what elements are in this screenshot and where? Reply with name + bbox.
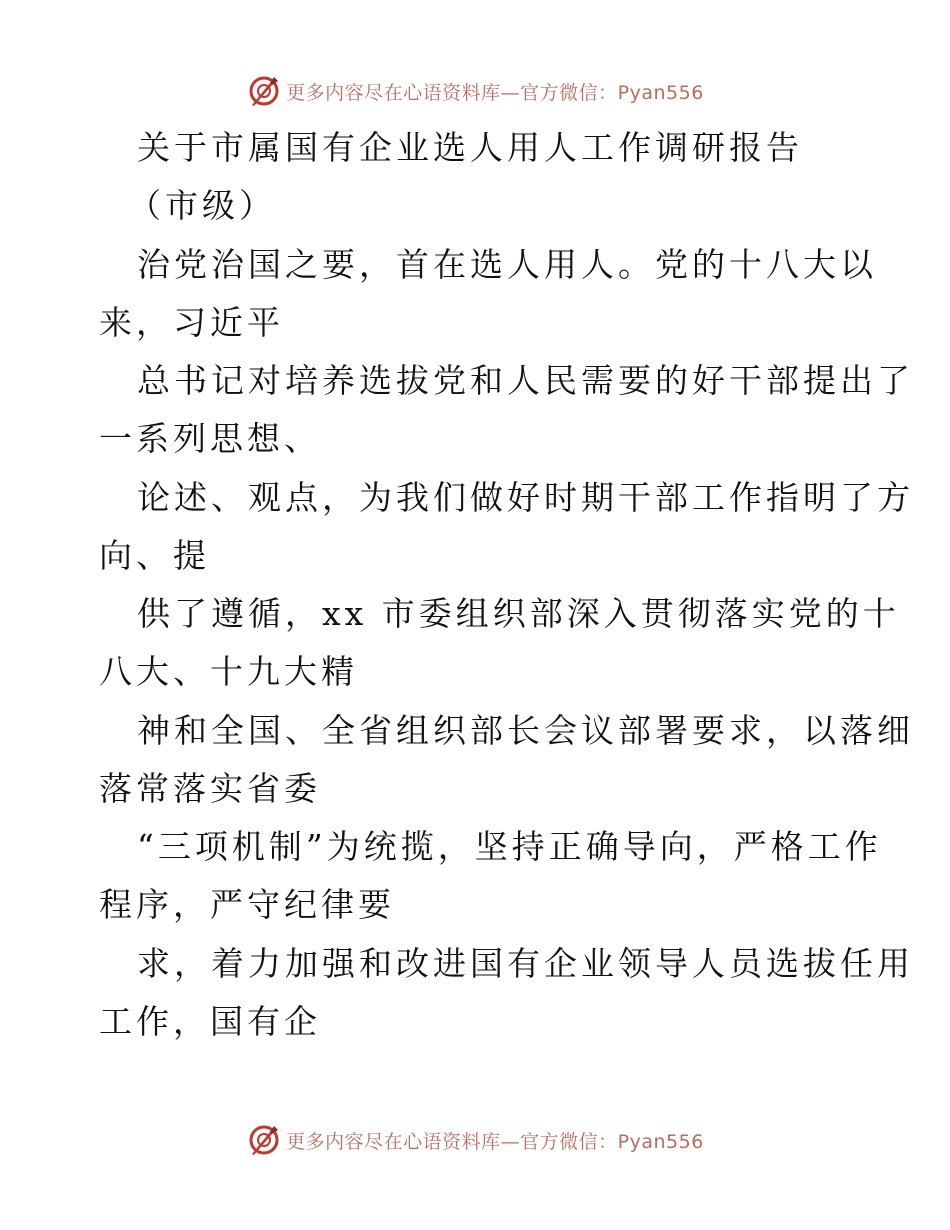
paragraph-line: 工作，国有企 [99, 1002, 321, 1041]
quill-logo-icon [246, 73, 282, 109]
paragraph-line: 神和全国、全省组织部长会议部署要求，以落细 [137, 711, 914, 750]
paragraph-line: “三项机制”为统揽，坚持正确导向，严格工作 [137, 827, 882, 866]
quill-logo-icon [246, 1122, 282, 1158]
paragraph-line: 论述、观点，为我们做好时期干部工作指明了方 [137, 478, 914, 517]
paragraph-line: 落常落实省委 [99, 769, 321, 808]
paragraph-line: 一系列思想、 [99, 419, 321, 458]
paragraph-line: 求，着力加强和改进国有企业领导人员选拔任用 [137, 944, 914, 983]
watermark-text [286, 78, 704, 105]
footer-watermark [0, 1118, 950, 1162]
paragraph-line: 程序，严守纪律要 [99, 885, 395, 924]
watermark-wechat-id: Pyan556 [617, 81, 704, 104]
paragraph-line: 来，习近平 [99, 303, 284, 342]
watermark-text [286, 1127, 704, 1154]
paragraph-line: 供了遵循，xx 市委组织部深入贯彻落实党的十 [137, 594, 900, 633]
document-title: 关于市属国有企业选人用人工作调研报告 [137, 128, 803, 167]
paragraph-line: 总书记对培养选拔党和人民需要的好干部提出了 [137, 361, 914, 400]
paragraph-line: 治党治国之要，首在选人用人。党的十八大以 [137, 245, 877, 284]
watermark-wechat-id: Pyan556 [617, 1130, 704, 1153]
watermark-label: 更多内容尽在心语资料库—官方微信： [286, 1130, 618, 1153]
paragraph-line: 向、提 [99, 536, 210, 575]
watermark-label: 更多内容尽在心语资料库—官方微信： [286, 81, 618, 104]
header-watermark [0, 69, 950, 113]
paragraph-line: 八大、十九大精 [99, 652, 358, 691]
document-subtitle: （市级） [128, 186, 276, 225]
